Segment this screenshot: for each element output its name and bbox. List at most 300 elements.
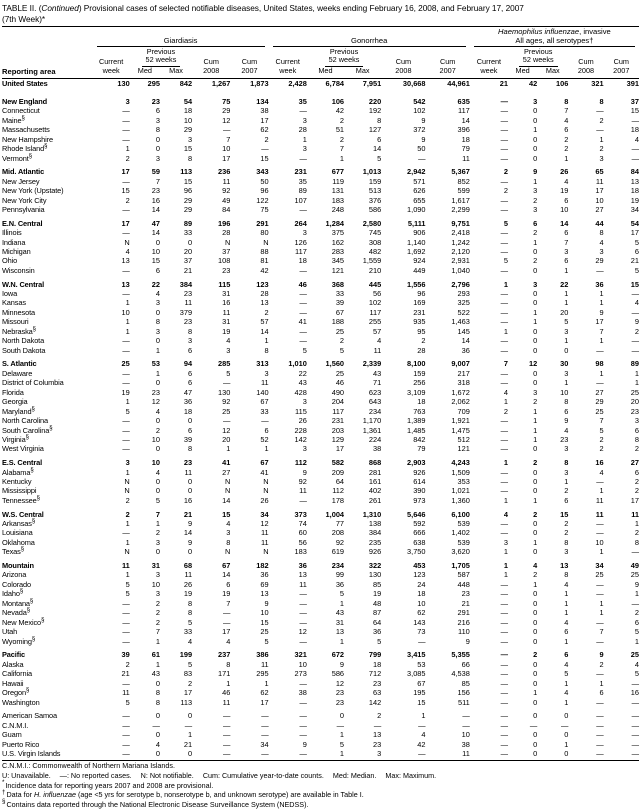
table-row [2, 378, 639, 387]
blank-6 [426, 47, 470, 56]
row-value: 0 [564, 711, 569, 721]
row-value: 5 [188, 617, 193, 627]
row-value: 0 [155, 476, 160, 486]
row-value: 402 [368, 486, 382, 496]
table-row [2, 721, 639, 730]
row-value: — [462, 711, 470, 721]
row-value: 3 [599, 153, 604, 163]
row-value: 5 [302, 345, 307, 355]
row-value: 5 [634, 265, 639, 275]
row-value: 42 [260, 265, 269, 275]
row-value: 2 [503, 186, 509, 196]
row-value: 1,013 [362, 167, 382, 177]
row-value: 9,007 [451, 359, 470, 369]
row-value: 9 [302, 467, 307, 477]
row-value: — [596, 748, 604, 758]
row-value: 23 [630, 406, 639, 416]
row-value: 17 [260, 115, 269, 125]
row-value: 6 [564, 125, 569, 135]
row-value: 2,796 [451, 279, 470, 289]
row-value: — [596, 730, 604, 740]
row-value: 52 [260, 434, 269, 444]
row-value: 34 [630, 205, 639, 214]
row-value: 64 [335, 476, 345, 486]
row-value: 10 [560, 387, 569, 397]
row-value: 1 [599, 678, 604, 688]
footnote-marker: § [31, 518, 36, 525]
row-value: 3,415 [407, 650, 426, 660]
row-value: 868 [368, 458, 382, 468]
row-value: 4 [533, 560, 538, 570]
row-value: 13 [630, 176, 639, 186]
row-value: 65 [595, 167, 604, 177]
row-value: 11 [595, 509, 604, 519]
row-value: 7 [599, 627, 604, 637]
row-value: 53 [417, 659, 426, 669]
row-value: 6 [634, 467, 639, 477]
row-value: 643 [368, 397, 382, 407]
row-value: 2 [564, 144, 569, 154]
row-value: 183 [294, 547, 307, 557]
row-value: 6 [264, 425, 269, 435]
row-value: 28 [260, 289, 269, 298]
row-value: 38 [373, 444, 382, 454]
row-value: 3 [599, 247, 604, 256]
row-value: 10 [298, 659, 307, 669]
row-value: 75 [260, 205, 269, 214]
row-value: 318 [457, 378, 470, 388]
row-value: 1,556 [407, 279, 426, 289]
row-value: 2 [339, 134, 345, 144]
row-value: 3 [155, 298, 160, 308]
row-value: 22 [560, 279, 569, 289]
row-value: — [122, 176, 130, 186]
row-value: 4 [564, 617, 569, 627]
row-value: 10 [595, 195, 604, 205]
table-row [2, 510, 639, 519]
row-value: 43 [298, 378, 307, 388]
table-row [2, 238, 639, 247]
row-value: — [500, 688, 509, 698]
row-value: 1 [125, 317, 130, 327]
row-value: — [596, 518, 604, 528]
row-value: — [299, 205, 307, 214]
row-value: 8 [188, 444, 193, 454]
group-gonorrhea [269, 27, 470, 47]
row-value: — [596, 711, 604, 721]
row-value: 2 [533, 509, 538, 519]
row-value: — [299, 298, 307, 308]
row-value: — [462, 720, 470, 730]
row-value: 2 [599, 434, 604, 444]
row-value: 4 [155, 406, 160, 416]
row-value: 0 [339, 711, 345, 721]
row-value: — [122, 134, 130, 144]
row-value: 3,620 [451, 547, 470, 557]
row-value: 11 [595, 495, 604, 505]
row-value: 102 [413, 106, 426, 116]
row-value: 511 [458, 697, 470, 707]
row-area-label: New England [2, 96, 48, 106]
row-value: 973 [413, 495, 426, 505]
previous-label-giardiasis: Previous [146, 47, 176, 57]
row-value: 1,040 [451, 265, 470, 275]
row-value: 0 [533, 739, 538, 749]
row-value: 29 [183, 195, 193, 205]
row-value: 39 [335, 298, 345, 308]
row-value: 5 [564, 669, 569, 679]
row-value: 2 [634, 326, 639, 336]
row-value: — [596, 476, 604, 486]
week-sub-1: week [102, 66, 120, 76]
row-value: 0 [533, 528, 538, 538]
row-value: 18 [461, 134, 470, 144]
row-value: 23 [373, 739, 382, 749]
row-value: 143 [413, 617, 426, 627]
notifiable-diseases-table [2, 27, 639, 758]
row-value: 50 [260, 176, 269, 186]
row-value: 8 [377, 115, 382, 125]
row-value: — [500, 617, 509, 627]
row-value: — [500, 317, 509, 327]
row-value: 9 [599, 307, 604, 317]
row-value: — [500, 650, 509, 660]
row-value: 5,646 [407, 509, 426, 519]
table-row [2, 135, 639, 144]
row-value: — [373, 720, 382, 730]
row-area-label: Illinois [2, 228, 22, 238]
row-area-label: Guam [2, 730, 22, 740]
row-value: 1,617 [451, 195, 470, 205]
row-value: 4 [564, 579, 569, 589]
row-value: 2,580 [362, 218, 382, 228]
table-row [2, 698, 639, 707]
spacer-cell-2 [2, 47, 93, 56]
row-value: 4 [564, 425, 569, 435]
title-continued: Continued [41, 3, 79, 13]
row-value: — [596, 669, 604, 679]
week-sub-2: week [279, 66, 297, 76]
row-value: 25 [595, 406, 604, 416]
row-value: 26 [260, 495, 269, 505]
row-value: 7,951 [362, 79, 382, 88]
row-value: 11 [299, 579, 307, 589]
row-area-label: North Dakota [2, 336, 45, 346]
row-value: 2 [533, 458, 538, 468]
table-row [2, 125, 639, 134]
row-value: 15 [183, 176, 193, 186]
row-value: 2,339 [362, 359, 382, 369]
row-value: 74 [298, 518, 307, 528]
table-row [2, 711, 639, 720]
row-value: 38 [298, 688, 307, 698]
row-value: 140 [256, 387, 269, 397]
row-value: — [122, 378, 130, 388]
row-value: 17 [595, 186, 604, 196]
row-value: — [500, 345, 509, 355]
row-value: 25 [595, 570, 604, 580]
row-value: — [631, 345, 639, 355]
row-value: 67 [417, 678, 426, 688]
table-row [2, 186, 639, 195]
footnote-dagger [2, 790, 639, 800]
row-value: 9 [533, 167, 538, 177]
row-value: 3 [155, 589, 160, 599]
row-value: 1 [125, 570, 130, 580]
group-header-row [2, 27, 639, 47]
row-value: — [261, 416, 269, 426]
row-value: 99 [335, 570, 345, 580]
row-value: 13 [260, 589, 269, 599]
row-value: 89 [298, 186, 307, 196]
row-value: 0 [533, 476, 538, 486]
row-value: 2 [155, 425, 160, 435]
row-area-label: Minnesota [2, 307, 36, 317]
row-value: — [261, 720, 269, 730]
row-value: 8 [188, 598, 193, 608]
row-value: — [299, 617, 307, 627]
row-value: 159 [368, 176, 382, 186]
row-value: 0 [533, 368, 538, 378]
row-value: 195 [413, 688, 426, 698]
row-value: — [596, 345, 604, 355]
group-haemophilus-label [470, 27, 639, 36]
table-row [2, 359, 639, 368]
cum2008-header-2: 2008 [395, 66, 412, 76]
row-value: 29 [222, 106, 231, 116]
row-value: 23 [151, 186, 160, 196]
52-weeks-label-1: 52 weeks [130, 56, 192, 67]
row-value: 1,267 [211, 79, 231, 88]
row-value: 291 [457, 608, 470, 618]
row-value: 6 [188, 368, 193, 378]
row-value: 84 [222, 205, 231, 214]
row-value: 8 [564, 96, 569, 106]
row-area-label: Utah [2, 627, 18, 637]
row-value: 3 [188, 336, 193, 346]
row-value: — [500, 134, 509, 144]
row-value: 10 [151, 434, 160, 444]
row-value: 10 [151, 458, 160, 468]
table-row [2, 280, 639, 289]
row-value: 3 [302, 228, 307, 238]
row-value: 6 [564, 228, 569, 238]
row-value: 12 [298, 627, 307, 637]
row-value: 0 [533, 711, 538, 721]
row-value: — [596, 589, 604, 599]
row-value: 1,170 [362, 416, 382, 426]
row-value: 60 [298, 528, 307, 538]
row-value: 1 [155, 368, 160, 378]
row-value: 21 [121, 669, 130, 679]
row-value: 1,010 [288, 359, 307, 369]
row-value: 2 [634, 476, 639, 486]
row-value: 35 [298, 96, 307, 106]
table-row [2, 570, 639, 579]
row-value: 3 [125, 458, 130, 468]
row-value: — [596, 697, 604, 707]
table-row [2, 154, 639, 163]
row-value: 11 [222, 697, 231, 707]
row-value: — [500, 96, 509, 106]
row-value: 15 [151, 256, 160, 266]
row-value: 108 [218, 256, 231, 266]
footnote-marker: § [21, 115, 25, 122]
row-value: 115 [295, 406, 307, 416]
row-area-label: Massachusetts [2, 125, 50, 135]
row-value: 11 [462, 748, 470, 758]
row-value: 9 [599, 650, 604, 660]
row-value: 5,367 [451, 167, 470, 177]
row-value: 0 [155, 678, 160, 688]
row-value: — [631, 697, 639, 707]
group-haemophilus [470, 27, 639, 47]
row-value: 21 [499, 79, 509, 88]
row-value: 23 [183, 289, 193, 298]
row-value: 8 [564, 458, 569, 468]
row-value: 11 [462, 153, 470, 163]
row-value: 3 [533, 387, 538, 397]
table-row [2, 650, 639, 659]
row-value: — [122, 739, 130, 749]
row-value: 0 [155, 748, 160, 758]
row-value: — [222, 748, 231, 758]
row-value: 14 [151, 205, 160, 214]
group-giardiasis-label: Giardiasis [97, 36, 265, 47]
row-value: 1 [599, 298, 604, 308]
row-value: 571 [413, 176, 426, 186]
row-value: 1 [564, 636, 569, 646]
row-value: 0 [533, 659, 538, 669]
row-value: 159 [413, 368, 426, 378]
row-area-label: North Carolina [2, 416, 48, 426]
row-value: 113 [180, 697, 193, 707]
row-value: — [122, 228, 130, 238]
max-header-2: Max [355, 66, 370, 76]
row-value: 39 [121, 650, 130, 660]
row-value: 4 [599, 237, 604, 247]
row-value: 6 [155, 106, 160, 116]
row-value: 77 [335, 518, 345, 528]
row-value: — [500, 307, 509, 317]
row-value: 7 [226, 134, 231, 144]
row-value: 3 [226, 528, 231, 538]
row-value: — [596, 720, 604, 730]
row-value: 42 [417, 739, 426, 749]
row-value: 3 [533, 205, 538, 214]
row-value: — [500, 265, 509, 275]
row-value: 5 [339, 739, 345, 749]
row-value: 61 [151, 650, 160, 660]
row-value: 73 [417, 627, 426, 637]
row-value: 6 [155, 265, 160, 275]
row-value: 54 [183, 96, 193, 106]
row-value: 14 [222, 495, 231, 505]
row-value: 18 [373, 659, 382, 669]
row-value: — [500, 195, 509, 205]
row-value: 638 [413, 537, 426, 547]
row-value: 67 [260, 397, 269, 407]
row-value: 123 [256, 279, 269, 289]
row-value: 1 [564, 298, 569, 308]
row-value: 130 [117, 79, 130, 88]
row-value: 0 [188, 476, 193, 486]
row-area-label: Michigan [2, 247, 31, 256]
row-area-label: Idaho§ [2, 588, 24, 599]
row-value: 43 [151, 669, 160, 679]
table-row [2, 397, 639, 406]
row-value: 46 [222, 688, 231, 698]
row-value: — [596, 617, 604, 627]
footnote-marker: § [25, 434, 29, 441]
row-value: 127 [368, 125, 382, 135]
row-value: 10 [151, 247, 160, 256]
row-value: 1,360 [451, 495, 470, 505]
row-value: 0 [533, 298, 538, 308]
row-value: 23 [183, 458, 193, 468]
footnote-marker: § [20, 546, 24, 553]
row-value: 11 [184, 298, 193, 308]
row-value: N [225, 486, 231, 496]
row-value: 2 [564, 518, 569, 528]
row-value: 5 [125, 579, 130, 589]
row-value: 1,559 [362, 256, 382, 266]
row-value: 25 [121, 359, 130, 369]
52-weeks-label-2: 52 weeks [307, 56, 381, 67]
row-value: 6 [564, 256, 569, 266]
row-value: — [500, 467, 509, 477]
row-value: 31 [151, 560, 160, 570]
row-value: 368 [331, 279, 345, 289]
row-value: 0 [533, 115, 538, 125]
row-value: 445 [368, 279, 382, 289]
cum2008-header-1: 2008 [203, 66, 220, 76]
row-value: 2 [155, 528, 160, 538]
row-value: 4 [155, 739, 160, 749]
row-value: — [631, 547, 639, 557]
current-week-label-3: Current [476, 57, 502, 67]
row-value: — [299, 307, 307, 317]
row-value: 539 [457, 537, 470, 547]
footnote-dagger-pre: Data for [6, 790, 35, 800]
row-value: 23 [373, 678, 382, 688]
row-value: — [336, 720, 345, 730]
row-value: 1,692 [407, 247, 426, 256]
cum2008-header-3: 2008 [577, 66, 595, 76]
row-value: 1,361 [362, 425, 382, 435]
row-value: 11 [299, 486, 307, 496]
row-value: 0 [188, 547, 193, 557]
row-value: — [222, 739, 231, 749]
row-value: 14 [373, 144, 382, 154]
row-value: 852 [457, 176, 470, 186]
footnote-marker: § [41, 617, 45, 624]
row-value: 1,560 [325, 359, 345, 369]
row-value: 2 [125, 495, 130, 505]
row-area-label: C.N.M.I. [2, 720, 29, 730]
row-value: 8 [155, 688, 160, 698]
row-value: 6 [564, 650, 569, 660]
table-row [2, 144, 639, 153]
row-value: 15 [260, 617, 269, 627]
row-value: 18 [183, 106, 193, 116]
row-value: — [222, 416, 231, 426]
row-value: 1 [599, 368, 604, 378]
row-area-label: W.S. Central [2, 509, 44, 519]
table-row [2, 608, 639, 617]
row-value: 102 [368, 298, 382, 308]
row-value: 87 [373, 608, 382, 618]
